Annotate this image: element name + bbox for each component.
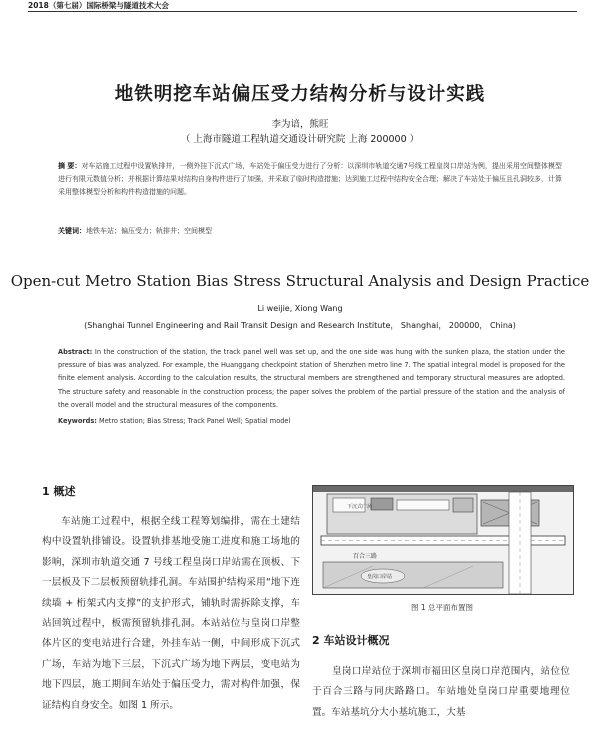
- road-label: 百合三路: [353, 553, 378, 560]
- plaza-label: 下沉式广场: [347, 504, 373, 510]
- station-label: 皇岗口岸站: [367, 574, 393, 580]
- chinese-abstract-text: 对车站施工过程中设置轨排井，一侧外挂下沉式广场，车站处于偏压受力进行了分析：以深圳市轨道交通7号线工程皇岗口岸站为例，提出采用空间整体模型进行有限元数值分析；并根据计算结果对结构自身构件进行了加强，并采取了临时构造措施；达到施工过程中结构安全合理；解决了车站处于偏压且孔洞较多，计算采用整体模型分析和构件构造措施的问题。: [58, 162, 562, 196]
- chinese-keywords-text: 地铁车站；偏压受力；轨排井；空间模型: [86, 227, 212, 235]
- english-keywords: [58, 417, 565, 425]
- english-abstract: [58, 346, 565, 412]
- figure-caption: 图 1 总平面布置图: [410, 603, 474, 612]
- chinese-keywords-label: 关键词：: [58, 227, 86, 235]
- site-plan-drawing: [313, 486, 573, 594]
- running-header: 2018（第七届）国际桥梁与隧道技术大会: [28, 1, 169, 10]
- header-rule: [28, 11, 577, 12]
- section-1-heading: 1 概述: [42, 485, 76, 498]
- chinese-keywords: [58, 226, 565, 236]
- english-title: Open-cut Metro Station Bias Stress Structural Analysis and Design Practice: [10, 272, 590, 290]
- section-2-heading: 2 车站设计概况: [312, 634, 390, 647]
- chinese-title: 地铁明挖车站偏压受力结构分析与设计实践: [114, 84, 486, 105]
- english-keywords-label: Keywords:: [58, 417, 97, 425]
- english-authors: Li weijie, Xiong Wang: [257, 304, 343, 313]
- chinese-abstract-label: 摘 要：: [58, 162, 82, 170]
- chinese-authors: 李为谙，熊旺: [271, 119, 329, 130]
- english-abstract-label: Abstract:: [58, 348, 93, 356]
- chinese-affiliation: （ 上海市隧道工程轨道交通设计研究院 上海 200000 ）: [180, 134, 420, 145]
- site-plan-figure: [312, 485, 574, 595]
- section-1-paragraph: 车站施工过程中，根据全线工程筹划编排，需在土建结构中设置轨排铺设。设置轨排基地受施工进度和施工场地的影响，深圳市轨道交通 7 号线工程皇岗口岸站需在顶板、下一层板及下二层板预留轨排孔洞。车站围护结构采用“地下连续墙 + 桁架式内支撑”的支护形式，铺轨时需拆除支撑，车站回筑过程中，板需预留轨排孔洞。本站站位与皇岗口岸整体片区的变电站进行合建，外挂车站一侧，中间形成下沉式广场，车站为地下三层，下沉式广场为地下两层，变电站为地下四层，施工期间车站处于偏压受力，需对构件加强，保证结构自身安全。如图 1 所示。: [42, 516, 300, 711]
- english-abstract-text: In the construction of the station, the track panel well was set up, and the one side was hung with the sunken plaza, the station under the pressure of bias was analyzed. For example, the Huanggang checkpoint station of Shenzhen metro line 7. The spatial integral model is proposed for the finite element analysis. According to the calculation results, the structural members are strengthened and temporary structural measures are adopted. The structure safety and reasonable in the construction process; the paper solves the problem of the partial pressure of the station and the analysis of the overall model and the structural measures of the components.: [58, 348, 565, 409]
- chinese-abstract: [58, 160, 565, 199]
- english-affiliation: (Shanghai Tunnel Engineering and Rail Transit Design and Research Institute， Shanghai， 200000， China): [84, 321, 516, 330]
- section-2-paragraph: 皇岗口岸站位于深圳市福田区皇岗口岸范围内，站位位于百合三路与同庆路路口。车站地处皇岗口岸重要地理位置。车站基坑分大小基坑施工，大基: [312, 666, 570, 718]
- english-keywords-text: Metro station; Bias Stress; Track Panel Well; Spatial model: [99, 417, 291, 425]
